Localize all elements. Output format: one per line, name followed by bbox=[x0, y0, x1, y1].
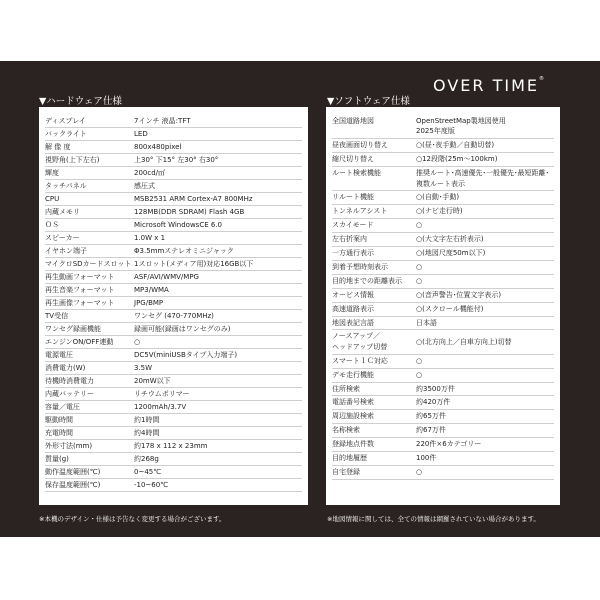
spec-label: 輝度 bbox=[45, 169, 59, 177]
spec-row bbox=[45, 180, 302, 193]
spec-value: MSB2531 ARM Cortex-A7 800MHz bbox=[134, 195, 253, 203]
spec-value: -10~60℃ bbox=[134, 481, 169, 489]
hardware-spec-table bbox=[39, 107, 308, 505]
spec-value: 日本語 bbox=[416, 318, 437, 327]
spec-label: 再生音楽フォーマット bbox=[45, 286, 115, 294]
spec-label: 住所検索 bbox=[332, 384, 360, 393]
spec-row bbox=[45, 297, 302, 310]
spec-label: スピーカー bbox=[45, 234, 80, 242]
spec-row bbox=[332, 383, 554, 397]
spec-value: 推奨ルート･高速優先･一般優先･最短距離･ bbox=[416, 169, 549, 178]
spec-label: 自宅登録 bbox=[332, 467, 360, 476]
spec-label: 左右折案内 bbox=[332, 235, 367, 244]
software-footnote: ※地図情報に関しては、全ての情報は網羅されていない場合があります。 bbox=[327, 515, 540, 523]
spec-row bbox=[45, 401, 302, 414]
spec-value: LED bbox=[134, 130, 148, 138]
spec-label: 視野角(上下左右) bbox=[45, 156, 100, 164]
spec-label: バックライト bbox=[45, 130, 87, 138]
spec-label: 全国道路地図 bbox=[332, 117, 374, 125]
spec-row bbox=[332, 275, 554, 289]
spec-row bbox=[45, 362, 302, 375]
spec-row bbox=[45, 154, 302, 167]
spec-value: 200cd/㎡ bbox=[134, 169, 166, 177]
spec-value: 録画可能(録画はワンセグのみ) bbox=[134, 325, 231, 333]
spec-label: イヤホン端子 bbox=[45, 247, 87, 255]
spec-value: Φ3.5mmステレオミニジャック bbox=[134, 247, 234, 255]
spec-row bbox=[332, 424, 554, 438]
spec-value: ○(ナビ走行時) bbox=[416, 207, 463, 216]
spec-row bbox=[332, 452, 554, 466]
spec-label-line2: ヘッドアップ切替 bbox=[332, 342, 388, 351]
spec-label: 電源電圧 bbox=[45, 351, 73, 359]
spec-value: ○ bbox=[416, 276, 423, 285]
spec-label: 周辺施設検索 bbox=[332, 412, 374, 421]
spec-label: 到着予想時刻表示 bbox=[332, 262, 388, 271]
spec-value: 感圧式 bbox=[134, 182, 155, 190]
spec-row bbox=[45, 115, 302, 128]
spec-value: ○ bbox=[416, 356, 423, 365]
spec-row bbox=[45, 349, 302, 362]
spec-row bbox=[332, 289, 554, 303]
spec-label: マイクロSDカードスロット bbox=[45, 260, 132, 268]
hardware-section-title: ▼ハードウェア仕様 bbox=[39, 96, 122, 107]
spec-value: ○ bbox=[416, 262, 423, 271]
spec-label: トンネルアシスト bbox=[332, 207, 388, 216]
spec-row bbox=[45, 375, 302, 388]
spec-value: DC5V(miniUSBタイプ入力端子) bbox=[134, 351, 238, 359]
spec-row bbox=[332, 233, 554, 247]
spec-label: 内蔵バッテリー bbox=[45, 390, 94, 398]
brand-logo: OVER TIME® bbox=[433, 76, 544, 95]
spec-value: ○ bbox=[416, 370, 423, 379]
spec-row bbox=[45, 336, 302, 349]
spec-label: リルート機能 bbox=[332, 193, 374, 202]
spec-value: ASF/AVI/WMV/MPG bbox=[134, 273, 199, 281]
spec-value: ○(スクロール機能付) bbox=[416, 304, 484, 313]
spec-row bbox=[332, 167, 554, 191]
spec-label: 再生動画フォーマット bbox=[45, 273, 115, 281]
spec-label: TV受信 bbox=[45, 312, 69, 320]
spec-row bbox=[45, 271, 302, 284]
spec-row bbox=[332, 139, 554, 153]
software-section-title: ▼ソフトウェア仕様 bbox=[327, 96, 410, 107]
spec-value: 約1時間 bbox=[134, 416, 160, 424]
spec-row bbox=[332, 396, 554, 410]
spec-label: 縮尺切り替え bbox=[332, 155, 374, 164]
spec-row bbox=[45, 167, 302, 180]
spec-row bbox=[332, 410, 554, 424]
spec-row bbox=[45, 141, 302, 154]
spec-label: 電話番号検索 bbox=[332, 398, 374, 407]
spec-row bbox=[332, 247, 554, 261]
spec-value: リチウムポリマー bbox=[134, 390, 190, 398]
spec-row bbox=[45, 206, 302, 219]
spec-value: 約178 x 112 x 23mm bbox=[134, 442, 208, 450]
spec-label: 内蔵メモリ bbox=[45, 208, 80, 216]
spec-row bbox=[332, 355, 554, 369]
spec-value: 220件×6カテゴリー bbox=[416, 440, 482, 449]
spec-value-line2: 複数ルート表示 bbox=[416, 179, 465, 188]
spec-label: 駆動時間 bbox=[45, 416, 73, 424]
spec-label: 目的地履歴 bbox=[332, 454, 367, 463]
spec-value: ○(地図尺度50m以下) bbox=[416, 249, 486, 258]
spec-value: 800x480pixel bbox=[134, 143, 182, 151]
spec-value: 1.0W x 1 bbox=[134, 234, 166, 242]
spec-value: 約420万件 bbox=[416, 398, 451, 407]
spec-value: 3.5W bbox=[134, 364, 153, 372]
spec-value: 約65万件 bbox=[416, 412, 446, 421]
spec-label: 質量(g) bbox=[45, 455, 69, 463]
spec-row bbox=[332, 219, 554, 233]
spec-value: 約4時間 bbox=[134, 429, 160, 437]
spec-value: 約268g bbox=[134, 455, 159, 463]
spec-label: 容量／電圧 bbox=[45, 403, 80, 411]
spec-label: エンジンON/OFF連動 bbox=[45, 338, 114, 346]
spec-value: 約67万件 bbox=[416, 426, 446, 435]
spec-row bbox=[332, 466, 554, 480]
spec-label: 解 像 度 bbox=[45, 143, 71, 151]
spec-label: ノースアップ／ bbox=[332, 332, 380, 341]
spec-value: JPG/BMP bbox=[134, 299, 164, 307]
spec-row bbox=[45, 388, 302, 401]
spec-row bbox=[45, 232, 302, 245]
spec-value: ○(北方向上／自車方向上)切替 bbox=[416, 337, 512, 346]
spec-label: ルート検索機能 bbox=[332, 169, 381, 178]
spec-row bbox=[45, 128, 302, 141]
spec-label: 保存温度範囲(℃) bbox=[45, 481, 101, 489]
spec-value: ○ bbox=[416, 467, 423, 476]
spec-label: タッチパネル bbox=[45, 182, 87, 190]
spec-label: 再生画像フォーマット bbox=[45, 299, 115, 307]
spec-value: 1200mAh/3.7V bbox=[134, 403, 187, 411]
spec-label: スマートＩＣ対応 bbox=[332, 356, 388, 365]
spec-value: 上30° 下15° 左30° 右30° bbox=[134, 156, 219, 164]
spec-row bbox=[45, 453, 302, 466]
spec-row bbox=[45, 193, 302, 206]
spec-row bbox=[332, 115, 554, 139]
spec-row bbox=[332, 205, 554, 219]
spec-value: MP3/WMA bbox=[134, 286, 169, 294]
spec-label: 目的地までの距離表示 bbox=[332, 276, 402, 285]
spec-label: 一方通行表示 bbox=[332, 249, 374, 258]
hardware-footnote: ※本機のデザイン・仕様は予告なく変更する場合がございます。 bbox=[39, 515, 226, 523]
spec-label: CPU bbox=[45, 195, 60, 203]
spec-value-line2: 2025年度版 bbox=[416, 127, 455, 136]
spec-label: ワンセグ録画機能 bbox=[45, 325, 101, 333]
spec-label: 名称検索 bbox=[332, 426, 360, 435]
spec-row bbox=[45, 284, 302, 297]
spec-label: 登録地点件数 bbox=[332, 440, 374, 449]
spec-value: 20mW以下 bbox=[134, 377, 171, 385]
spec-value: ○ bbox=[416, 221, 423, 230]
spec-row bbox=[45, 323, 302, 336]
spec-row bbox=[45, 245, 302, 258]
spec-row bbox=[45, 310, 302, 323]
spec-row bbox=[45, 219, 302, 232]
spec-row bbox=[332, 317, 554, 331]
spec-row bbox=[332, 191, 554, 205]
spec-value: ○(自動･手動) bbox=[416, 193, 460, 202]
spec-row bbox=[45, 466, 302, 479]
spec-value: ワンセグ (470-770MHz) bbox=[134, 312, 214, 320]
spec-value: OpenStreetMap製地図使用 bbox=[416, 117, 506, 125]
spec-label: 消費電力(W) bbox=[45, 364, 86, 372]
spec-value: Microsoft WindowsCE 6.0 bbox=[134, 221, 222, 229]
spec-row bbox=[45, 258, 302, 271]
spec-row bbox=[332, 261, 554, 275]
spec-value: ○(大文字左右折表示) bbox=[416, 235, 484, 244]
spec-label: 待機時消費電力 bbox=[45, 377, 94, 385]
spec-label: デモ走行機能 bbox=[332, 370, 374, 379]
spec-row bbox=[45, 440, 302, 453]
spec-label: 外形寸法(mm) bbox=[45, 442, 93, 450]
spec-row bbox=[332, 303, 554, 317]
spec-label: 動作温度範囲(℃) bbox=[45, 468, 101, 476]
spec-label: ディスプレイ bbox=[45, 117, 86, 125]
spec-row bbox=[332, 153, 554, 167]
software-spec-table bbox=[326, 107, 560, 505]
spec-label: 充電時間 bbox=[45, 429, 73, 437]
spec-value: 128MB(DDR SDRAM) Flash 4GB bbox=[134, 208, 245, 216]
spec-label: 昼夜画面切り替え bbox=[332, 141, 388, 150]
spec-value: 100件 bbox=[416, 454, 437, 463]
spec-label: オービス情報 bbox=[332, 290, 374, 299]
spec-label: 高速道路表示 bbox=[332, 304, 374, 313]
spec-row bbox=[332, 369, 554, 383]
spec-row bbox=[332, 330, 554, 354]
spec-row bbox=[45, 427, 302, 440]
spec-row bbox=[332, 438, 554, 452]
spec-row bbox=[45, 414, 302, 427]
spec-label: スカイモード bbox=[332, 221, 374, 230]
spec-value: ○(昼･夜手動／自動切替) bbox=[416, 141, 495, 150]
spec-label: 地図表記言語 bbox=[332, 318, 374, 327]
spec-value: 1スロット(メディア用)対応16GB以下 bbox=[134, 260, 254, 268]
spec-value: 約3500万件 bbox=[416, 384, 455, 393]
spec-value: 0~45℃ bbox=[134, 468, 162, 476]
spec-value: ○(音声警告･位置文字表示) bbox=[416, 290, 502, 299]
spec-value: ○ bbox=[134, 338, 141, 346]
spec-value: ○12段階(25m〜100km) bbox=[416, 155, 498, 164]
spec-value: 7インチ 液晶:TFT bbox=[134, 117, 191, 125]
spec-row bbox=[45, 479, 302, 492]
spec-label: ＯＳ bbox=[45, 221, 59, 229]
